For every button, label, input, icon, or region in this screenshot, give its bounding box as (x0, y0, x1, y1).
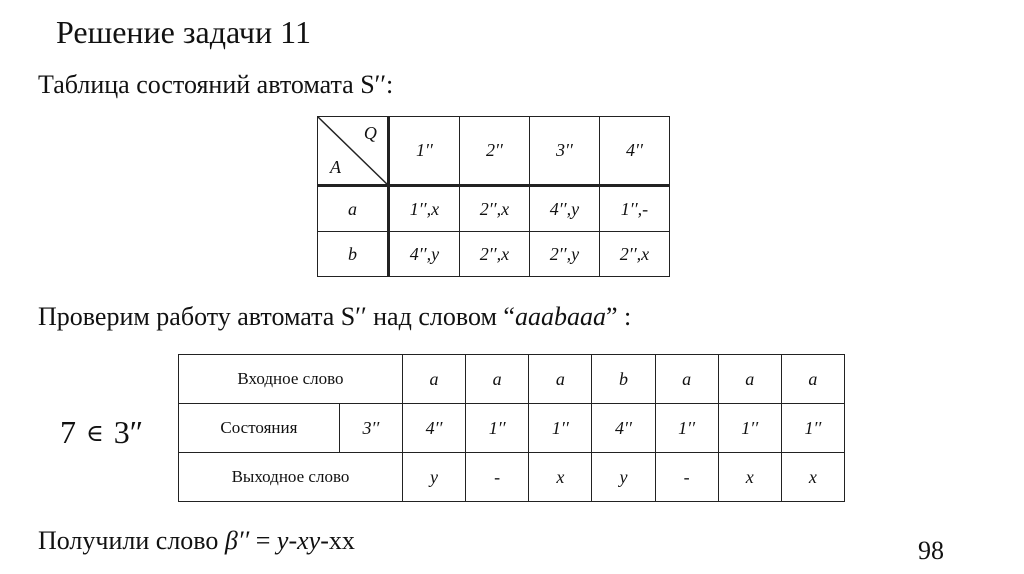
transition-cell: 4′′,y (388, 232, 459, 277)
result-equals: = (249, 526, 277, 555)
run-table (178, 354, 845, 502)
input-symbol: a (402, 355, 465, 404)
page-number: 98 (918, 536, 944, 565)
check-heading-suffix: ” : (605, 302, 632, 331)
state-table-heading: Таблица состояний автомата S′′: (38, 70, 394, 99)
membership-left: 7 (60, 414, 76, 450)
state-value: 1′′ (466, 404, 529, 453)
input-symbol: a (655, 355, 718, 404)
transition-cell: 2′′,x (459, 186, 529, 232)
corner-label-q: Q (363, 123, 377, 143)
result-tail: -xx (320, 526, 355, 555)
transition-cell: 2′′,x (459, 232, 529, 277)
slide-title: Решение задачи 11 (56, 14, 311, 50)
element-of-symbol: ∈ (86, 421, 104, 447)
state-value: 1′′ (781, 404, 844, 453)
transition-cell: 1′′,x (388, 186, 459, 232)
initial-state: 3′′ (339, 404, 402, 453)
input-symbol: b (592, 355, 655, 404)
result-prefix: Получили слово (38, 526, 225, 555)
output-symbol: - (655, 453, 718, 502)
transition-cell: 2′′,x (599, 232, 669, 277)
input-symbol-label: a (318, 186, 389, 232)
output-symbol: x (529, 453, 592, 502)
state-header: 2′′ (459, 117, 529, 186)
state-value: 1′′ (655, 404, 718, 453)
states-row (179, 404, 845, 453)
state-table-corner (318, 117, 389, 186)
check-word: aaabaaa (514, 302, 606, 331)
state-table-row (318, 232, 670, 277)
check-heading (38, 302, 631, 332)
output-symbol: - (466, 453, 529, 502)
input-word-row (179, 355, 845, 404)
input-symbol: a (718, 355, 781, 404)
input-symbol: a (529, 355, 592, 404)
state-value: 1′′ (529, 404, 592, 453)
state-value: 1′′ (718, 404, 781, 453)
input-symbol: a (466, 355, 529, 404)
transition-cell: 4′′,y (529, 186, 599, 232)
result-symbol: β′′ (224, 526, 250, 555)
states-label: Состояния (179, 404, 340, 453)
state-table-row (318, 186, 670, 232)
state-header: 4′′ (599, 117, 669, 186)
input-word-label: Входное слово (179, 355, 403, 404)
output-word-label: Выходное слово (179, 453, 403, 502)
input-symbol: a (781, 355, 844, 404)
output-symbol: x (781, 453, 844, 502)
transition-cell: 1′′,- (599, 186, 669, 232)
result-line (38, 526, 355, 556)
output-symbol: y (402, 453, 465, 502)
corner-label-a: A (330, 157, 341, 177)
transition-cell: 2′′,y (529, 232, 599, 277)
state-value: 4′′ (592, 404, 655, 453)
result-value: y-xy (276, 526, 321, 555)
input-symbol-label: b (318, 232, 389, 277)
state-table-header-row (318, 117, 670, 186)
output-symbol: x (718, 453, 781, 502)
state-header: 3′′ (529, 117, 599, 186)
state-header: 1′′ (388, 117, 459, 186)
output-symbol: y (592, 453, 655, 502)
membership-expression (60, 414, 143, 451)
membership-right: 3″ (113, 414, 144, 450)
state-table (317, 116, 670, 277)
check-heading-prefix: Проверим работу автомата S′′ над словом “ (38, 302, 515, 331)
state-value: 4′′ (402, 404, 465, 453)
output-word-row (179, 453, 845, 502)
